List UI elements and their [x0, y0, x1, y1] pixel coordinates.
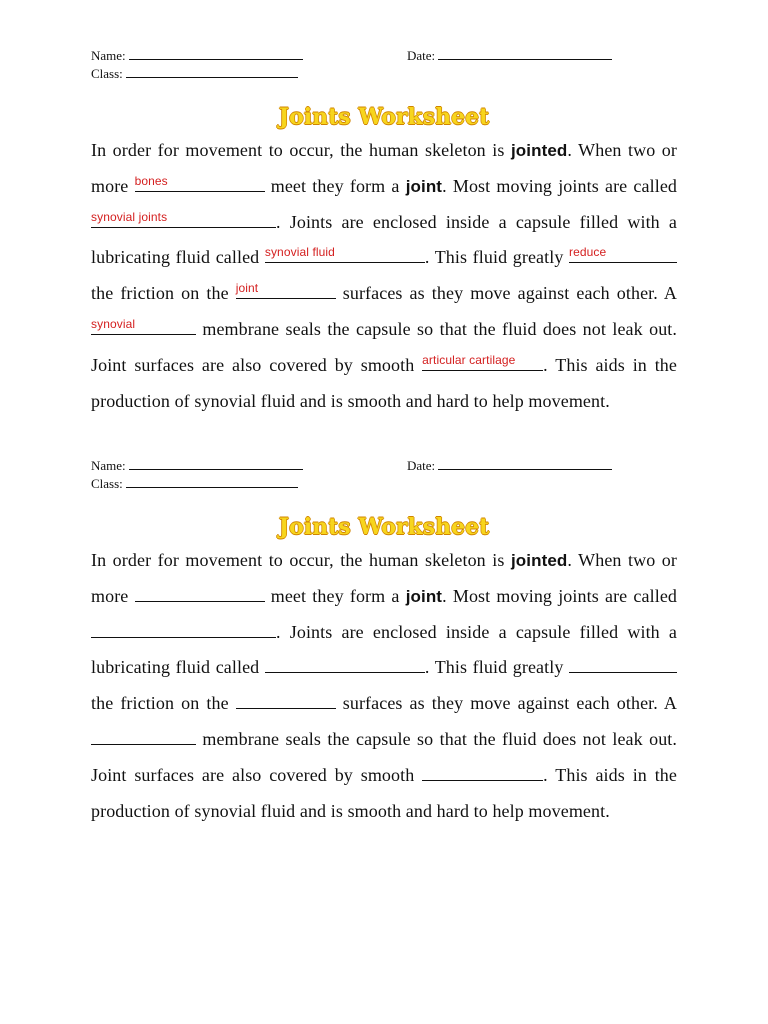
worksheet-paragraph: [91, 543, 677, 829]
answer-text: bones: [134, 173, 168, 188]
text-segment: . This fluid greatly: [424, 247, 569, 268]
name-label: Name:: [91, 48, 126, 63]
name-line[interactable]: [129, 46, 303, 60]
keyword-jointed: jointed: [510, 551, 568, 570]
text-segment: . Joints are enclosed inside a capsule filled with a lubricating fluid called: [91, 211, 677, 268]
student-header: [91, 46, 677, 82]
blank-synovial-joints[interactable]: [91, 209, 276, 228]
answer-text: synovial fluid: [264, 245, 335, 260]
class-line[interactable]: [126, 64, 298, 78]
name-row: [91, 456, 303, 475]
blank-reduce[interactable]: [569, 247, 677, 263]
blank-articular-cartilage[interactable]: [422, 352, 543, 371]
blank-bones[interactable]: [134, 173, 265, 192]
class-label: Class:: [91, 66, 123, 81]
keyword-joint: joint: [405, 176, 443, 196]
text-segment: membrane seals the capsule so that the fluid does not leak out. Joint surfaces are also covered by smooth: [91, 318, 677, 375]
text-segment: . When two or more: [91, 550, 677, 606]
text-segment: surfaces as they move against each other. A: [335, 283, 677, 304]
name-row: [91, 46, 303, 65]
keyword-joint: joint: [405, 586, 443, 606]
text-segment: . This aids in the production of synovial fluid and is smooth and hard to help movement.: [91, 764, 677, 821]
text-segment: meet they form a: [264, 585, 406, 606]
class-label: Class:: [91, 476, 123, 491]
keyword-jointed: jointed: [510, 141, 568, 160]
date-line[interactable]: [438, 46, 612, 60]
blank-joint[interactable]: [236, 283, 336, 299]
answer-text: joint: [235, 281, 259, 296]
class-row: [91, 64, 298, 83]
worksheet-filled: [91, 46, 677, 419]
blank-synovial-joints[interactable]: [91, 622, 276, 638]
text-segment: . Joints are enclosed inside a capsule filled with a lubricating fluid called: [91, 621, 677, 678]
blank-synovial[interactable]: [91, 729, 196, 745]
blank-synovial-fluid[interactable]: [265, 247, 425, 263]
answer-text: synovial: [91, 316, 136, 331]
date-line[interactable]: [438, 456, 612, 470]
worksheet-title: Joints Worksheet: [278, 104, 490, 130]
text-segment: meet they form a: [264, 175, 406, 196]
text-segment: In order for movement to occur, the human skeleton is: [91, 550, 511, 570]
student-header: [91, 456, 677, 492]
text-segment: surfaces as they move against each other. A: [335, 693, 677, 714]
date-label: Date:: [407, 458, 436, 473]
blank-articular-cartilage[interactable]: [422, 765, 543, 781]
text-segment: . Most moving joints are called: [442, 175, 678, 196]
name-line[interactable]: [129, 456, 303, 470]
text-segment: membrane seals the capsule so that the fluid does not leak out. Joint surfaces are also covered by smooth: [91, 728, 677, 785]
class-row: [91, 474, 298, 493]
worksheet-paragraph: [91, 133, 677, 419]
blank-synovial-fluid[interactable]: [265, 657, 425, 673]
text-segment: In order for movement to occur, the human skeleton is: [91, 140, 511, 160]
answer-text: synovial joints: [91, 209, 168, 224]
date-label: Date:: [407, 48, 436, 63]
blank-reduce[interactable]: [569, 657, 677, 673]
class-line[interactable]: [126, 474, 298, 488]
text-segment: the friction on the: [91, 693, 236, 714]
date-row: [407, 46, 612, 65]
text-segment: . This fluid greatly: [424, 657, 569, 678]
blank-bones[interactable]: [135, 586, 265, 602]
date-row: [407, 456, 612, 475]
answer-text: reduce: [569, 245, 607, 260]
name-label: Name:: [91, 458, 126, 473]
blank-joint[interactable]: [236, 693, 336, 709]
answer-text: articular cartilage: [422, 352, 516, 367]
blank-synovial[interactable]: [91, 316, 196, 335]
text-segment: . Most moving joints are called: [442, 585, 678, 606]
text-segment: . This aids in the production of synovial fluid and is smooth and hard to help movement.: [91, 354, 677, 411]
worksheet-title: Joints Worksheet: [278, 514, 490, 540]
worksheet-blank: [91, 456, 677, 829]
text-segment: the friction on the: [91, 283, 236, 304]
text-segment: . When two or more: [91, 140, 677, 196]
